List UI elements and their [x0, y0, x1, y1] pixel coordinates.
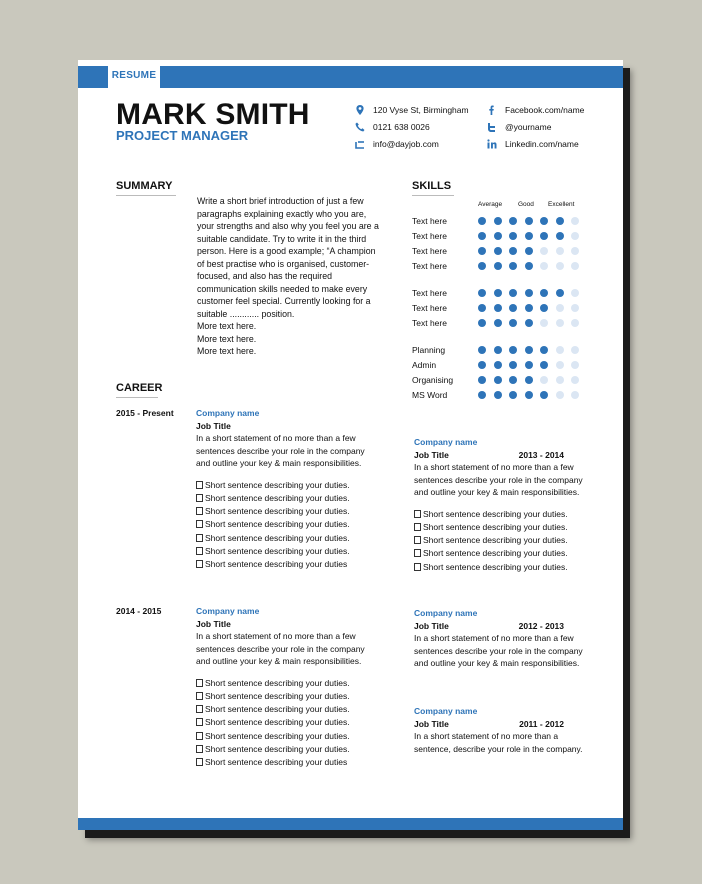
skill-row	[412, 261, 582, 275]
skill-dot-filled	[509, 217, 517, 225]
job-description: In a short statement of no more than a few sentences describe your role in the company and outline your key & main responsibilities.	[196, 631, 365, 666]
job-title: Job Title	[414, 620, 449, 631]
skill-dot-filled	[509, 289, 517, 297]
skill-dot-filled	[509, 247, 517, 255]
job-dates: 2012 - 2013	[518, 620, 564, 631]
skill-row	[412, 318, 582, 332]
twitter-icon	[486, 121, 498, 133]
skill-dot-filled	[478, 319, 486, 327]
skill-dot-filled	[509, 262, 517, 270]
job-dates: 2014 - 2015	[116, 606, 162, 616]
skill-dot-empty	[556, 391, 564, 399]
skill-dot-empty	[540, 319, 548, 327]
job-title: Job Title	[196, 420, 231, 431]
company-name: Company name	[196, 606, 260, 616]
duty-item: Short sentence describing your duties	[196, 756, 381, 769]
skill-dot-filled	[525, 391, 533, 399]
skill-dot-filled	[525, 217, 533, 225]
summary-paragraph: Write a short brief introduction of just a few paragraphs explaining exactly who you are, your strengths and also why you feel you are a suitable candidate. Try to write it in the third person. Here is a good example; “A champion of best practise who is organised, customer-focused, and also has the required communication skills needed to make every customer feel special. Currently looking for a suitable ............ position.	[197, 196, 379, 319]
company-name: Company name	[414, 437, 478, 447]
duty-item: Short sentence describing your duties.	[414, 534, 594, 547]
skill-dot-filled	[509, 376, 517, 384]
skill-dot-filled	[478, 391, 486, 399]
job-description: In a short statement of no more than a few sentences describe your role in the company and outline your key & main responsibilities.	[414, 462, 583, 497]
job-description: In a short statement of no more than a sentence, describe your role in the company.	[414, 731, 583, 754]
skill-dot-empty	[571, 304, 579, 312]
job-title-line	[414, 449, 594, 462]
skill-dot-empty	[571, 232, 579, 240]
skill-dot-filled	[494, 304, 502, 312]
duty-item: Short sentence describing your duties.	[196, 505, 381, 518]
checkbox-bullet-icon	[196, 560, 203, 568]
skill-dot-filled	[509, 361, 517, 369]
skill-dot-filled	[494, 247, 502, 255]
job-entry	[196, 407, 381, 572]
skill-dot-filled	[478, 247, 486, 255]
facebook-icon	[486, 104, 498, 116]
skill-dot-empty	[571, 391, 579, 399]
checkbox-bullet-icon	[196, 481, 203, 489]
duty-item: Short sentence describing your duties.	[414, 521, 594, 534]
job-title: Job Title	[414, 718, 449, 729]
skill-dot-filled	[556, 289, 564, 297]
skill-row	[412, 360, 582, 374]
skill-dot-filled	[525, 319, 533, 327]
checkbox-bullet-icon	[414, 510, 421, 518]
skills-heading-rule	[412, 195, 454, 196]
resume-tab-label: RESUME	[111, 70, 157, 81]
summary-heading-rule	[116, 195, 176, 196]
summary-more-2: More text here.	[197, 333, 257, 344]
bottom-accent-bar	[78, 818, 623, 830]
checkbox-bullet-icon	[196, 692, 203, 700]
skill-row	[412, 216, 582, 230]
skill-dot-filled	[525, 232, 533, 240]
skill-dot-empty	[540, 262, 548, 270]
phone-icon	[354, 121, 366, 133]
skill-dot-empty	[571, 319, 579, 327]
skill-dot-filled	[494, 289, 502, 297]
duty-item: Short sentence describing your duties.	[196, 730, 381, 743]
job-description: In a short statement of no more than a few sentences describe your role in the company and outline your key & main responsibilities.	[414, 633, 583, 668]
skill-dot-empty	[571, 247, 579, 255]
duty-item: Short sentence describing your duties.	[196, 492, 381, 505]
skill-dot-filled	[556, 217, 564, 225]
skill-dot-filled	[478, 304, 486, 312]
skill-dot-empty	[540, 376, 548, 384]
skill-dot-filled	[540, 361, 548, 369]
duty-item: Short sentence describing your duties.	[196, 716, 381, 729]
career-heading: CAREER	[116, 382, 163, 394]
skill-dot-empty	[571, 346, 579, 354]
skill-dot-empty	[556, 361, 564, 369]
checkbox-bullet-icon	[196, 547, 203, 555]
candidate-role: PROJECT MANAGER	[116, 128, 249, 143]
checkbox-bullet-icon	[196, 679, 203, 687]
job-dates: 2015 - Present	[116, 408, 174, 418]
email-icon	[354, 138, 366, 150]
skill-dot-filled	[540, 217, 548, 225]
skill-dot-empty	[556, 247, 564, 255]
skill-label: Text here	[412, 318, 447, 328]
company-name: Company name	[414, 706, 478, 716]
skills-heading: SKILLS	[412, 180, 452, 192]
job-entry	[414, 607, 594, 670]
duty-item: Short sentence describing your duties.	[414, 561, 594, 574]
job-title: Job Title	[196, 618, 231, 629]
contact-facebook: Facebook.com/name	[486, 104, 584, 116]
skill-label: MS Word	[412, 390, 448, 400]
skill-dot-empty	[556, 319, 564, 327]
skill-dot-filled	[494, 217, 502, 225]
skill-dot-filled	[525, 346, 533, 354]
checkbox-bullet-icon	[196, 745, 203, 753]
skill-dot-filled	[478, 361, 486, 369]
job-description: In a short statement of no more than a few sentences describe your role in the company and outline your key & main responsibilities.	[196, 433, 365, 468]
summary-more-1: More text here.	[197, 321, 257, 331]
skill-dot-filled	[478, 376, 486, 384]
duty-item: Short sentence describing your duties.	[196, 690, 381, 703]
skill-dot-filled	[525, 247, 533, 255]
skill-row	[412, 246, 582, 260]
checkbox-bullet-icon	[196, 534, 203, 542]
skill-label: Text here	[412, 216, 447, 226]
skill-dot-filled	[525, 304, 533, 312]
duty-item: Short sentence describing your duties.	[196, 703, 381, 716]
scale-label-excellent: Excellent	[548, 201, 575, 208]
duty-item: Short sentence describing your duties.	[196, 677, 381, 690]
job-title: Job Title	[414, 449, 449, 460]
contact-phone: 0121 638 0026	[354, 121, 430, 133]
checkbox-bullet-icon	[196, 758, 203, 766]
linkedin-icon	[486, 138, 498, 150]
skill-dot-filled	[525, 361, 533, 369]
skill-row	[412, 375, 582, 389]
skill-dot-filled	[478, 289, 486, 297]
job-title-line	[196, 618, 381, 631]
resume-page	[78, 60, 623, 830]
skill-dot-filled	[494, 391, 502, 399]
skill-dot-filled	[509, 232, 517, 240]
skill-dot-empty	[571, 361, 579, 369]
career-heading-rule	[116, 397, 158, 398]
duty-item: Short sentence describing your duties.	[414, 547, 594, 560]
job-title-line	[414, 620, 594, 633]
skill-dot-filled	[540, 391, 548, 399]
skill-dot-filled	[478, 262, 486, 270]
checkbox-bullet-icon	[414, 536, 421, 544]
skill-label: Text here	[412, 288, 447, 298]
duty-item: Short sentence describing your duties.	[414, 508, 594, 521]
duties-list	[196, 479, 381, 572]
duties-list	[196, 677, 381, 770]
checkbox-bullet-icon	[196, 520, 203, 528]
skill-label: Text here	[412, 231, 447, 241]
checkbox-bullet-icon	[196, 718, 203, 726]
duty-item: Short sentence describing your duties	[196, 558, 381, 571]
job-title-line	[196, 420, 381, 433]
skill-label: Admin	[412, 360, 437, 370]
skill-dot-empty	[556, 376, 564, 384]
skill-label: Planning	[412, 345, 446, 355]
skill-dot-empty	[571, 217, 579, 225]
skill-dot-filled	[494, 232, 502, 240]
skill-row	[412, 390, 582, 404]
duty-item: Short sentence describing your duties.	[196, 545, 381, 558]
summary-text	[197, 195, 382, 358]
scale-label-average: Average	[478, 201, 503, 208]
contact-linkedin: Linkedin.com/name	[486, 138, 579, 150]
job-title-line	[414, 718, 594, 731]
skill-dot-filled	[556, 232, 564, 240]
skill-dot-filled	[478, 346, 486, 354]
job-dates: 2013 - 2014	[518, 449, 564, 460]
checkbox-bullet-icon	[414, 563, 421, 571]
checkbox-bullet-icon	[196, 507, 203, 515]
duty-item: Short sentence describing your duties.	[196, 532, 381, 545]
contact-twitter: @yourname	[486, 121, 551, 133]
skill-row	[412, 303, 582, 317]
skill-label: Organising	[412, 375, 454, 385]
candidate-name: MARK SMITH	[116, 98, 310, 131]
skill-dot-empty	[556, 346, 564, 354]
skill-label: Text here	[412, 261, 447, 271]
skill-dot-filled	[525, 289, 533, 297]
skill-dot-filled	[494, 262, 502, 270]
company-name: Company name	[414, 608, 478, 618]
duties-list	[414, 508, 594, 574]
checkbox-bullet-icon	[414, 549, 421, 557]
company-name: Company name	[196, 408, 260, 418]
skill-dot-filled	[540, 346, 548, 354]
summary-more-3: More text here.	[197, 346, 257, 356]
skill-dot-filled	[494, 346, 502, 354]
job-entry	[414, 436, 594, 574]
contact-address: 120 Vyse St, Birmingham	[354, 104, 469, 116]
skill-dot-filled	[494, 361, 502, 369]
checkbox-bullet-icon	[196, 494, 203, 502]
contact-email: info@dayjob.com	[354, 138, 439, 150]
skill-label: Text here	[412, 303, 447, 313]
skill-dot-filled	[525, 376, 533, 384]
duty-item: Short sentence describing your duties.	[196, 743, 381, 756]
skill-dot-filled	[525, 262, 533, 270]
skill-dot-empty	[556, 304, 564, 312]
skill-row	[412, 288, 582, 302]
duty-item: Short sentence describing your duties.	[196, 518, 381, 531]
skill-dot-filled	[509, 391, 517, 399]
scale-label-good: Good	[518, 201, 534, 208]
skill-dot-filled	[494, 319, 502, 327]
location-pin-icon	[354, 104, 366, 116]
checkbox-bullet-icon	[196, 732, 203, 740]
skill-label: Text here	[412, 246, 447, 256]
skill-row	[412, 345, 582, 359]
job-dates: 2011 - 2012	[519, 718, 564, 729]
skill-dot-filled	[509, 346, 517, 354]
summary-heading: SUMMARY	[116, 180, 173, 192]
skill-dot-filled	[509, 304, 517, 312]
skill-dot-filled	[540, 232, 548, 240]
checkbox-bullet-icon	[414, 523, 421, 531]
skill-dot-filled	[540, 304, 548, 312]
skill-dot-filled	[478, 217, 486, 225]
job-entry	[196, 605, 381, 770]
skill-dot-filled	[509, 319, 517, 327]
skill-dot-empty	[571, 376, 579, 384]
skill-dot-empty	[556, 262, 564, 270]
skill-dot-filled	[478, 232, 486, 240]
duty-item: Short sentence describing your duties.	[196, 479, 381, 492]
skill-dot-empty	[571, 262, 579, 270]
skill-row	[412, 231, 582, 245]
skill-dot-filled	[540, 289, 548, 297]
skill-dot-filled	[494, 376, 502, 384]
checkbox-bullet-icon	[196, 705, 203, 713]
job-entry	[414, 705, 594, 755]
skill-dot-empty	[540, 247, 548, 255]
skill-dot-empty	[571, 289, 579, 297]
